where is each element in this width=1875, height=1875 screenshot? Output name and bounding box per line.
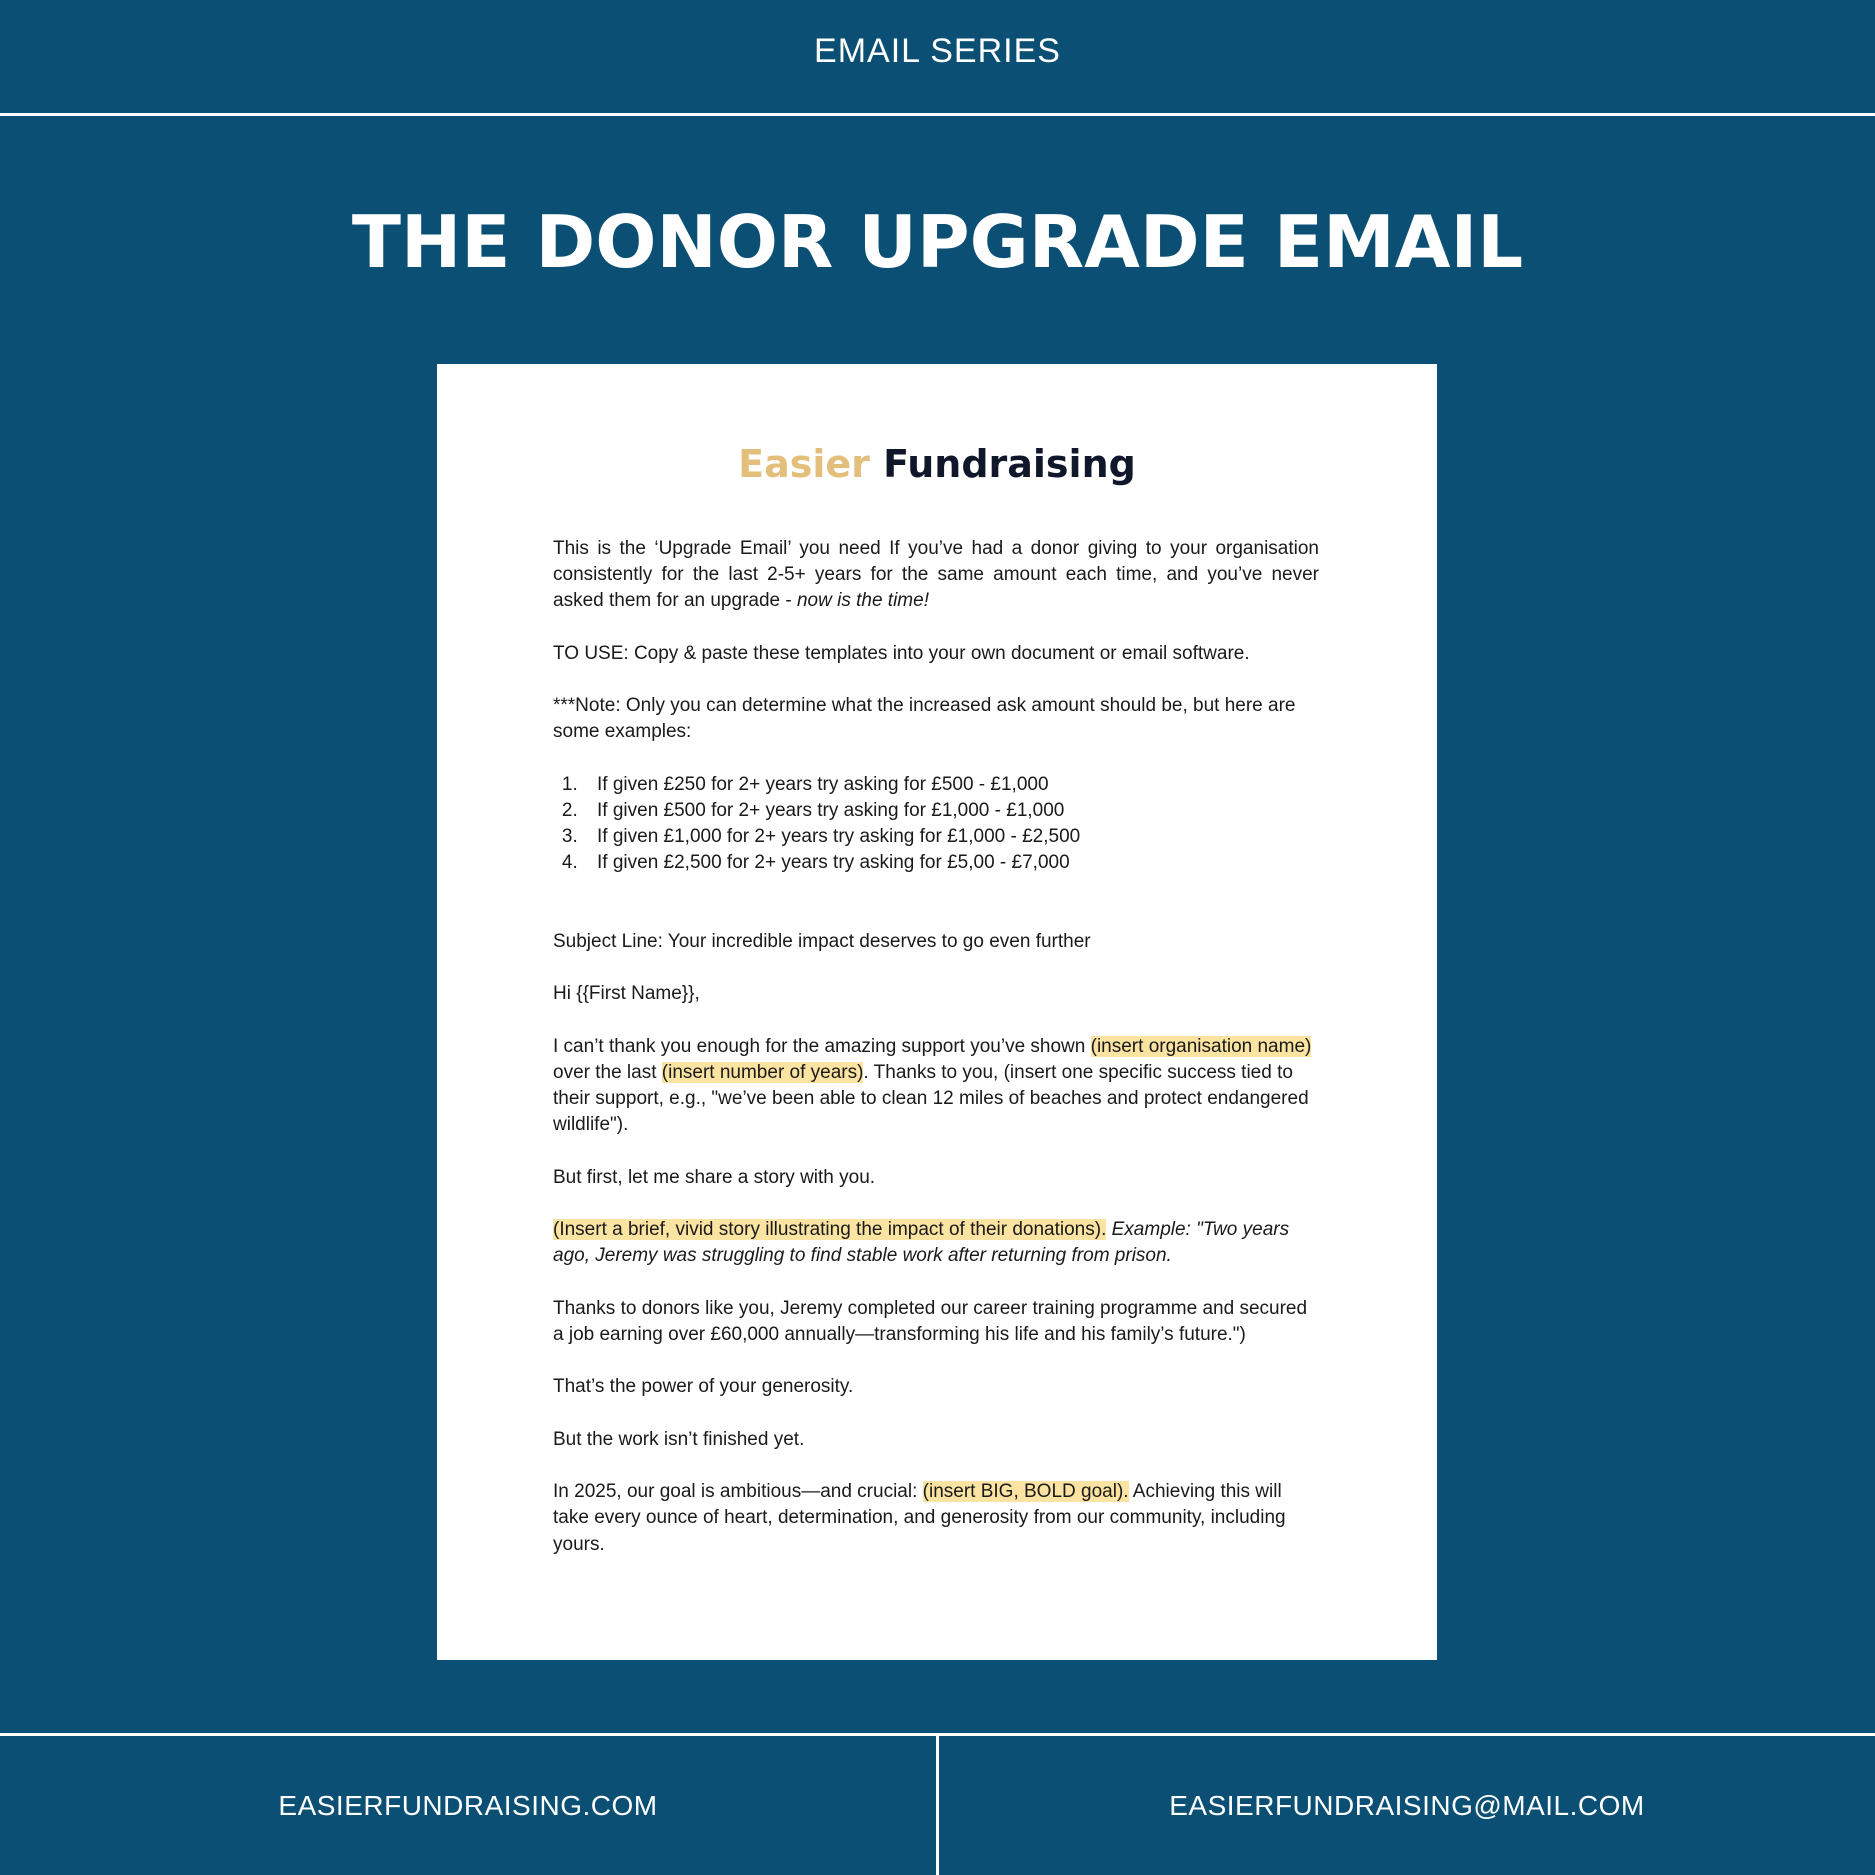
to-use-paragraph: TO USE: Copy & paste these templates into your own document or email software. — [553, 642, 1250, 664]
story-paragraph — [553, 1217, 1319, 1269]
brand-word-fundraising: Fundraising — [883, 442, 1136, 486]
list-item: 3. If given £1,000 for 2+ years try asking for £1,000 - £2,500 — [583, 824, 1319, 850]
goal-paragraph — [553, 1479, 1319, 1558]
placeholder-organisation-name: (insert organisation name) — [1090, 1035, 1312, 1057]
power-paragraph: That’s the power of your generosity. — [553, 1376, 854, 1398]
footer-email[interactable]: EASIERFUNDRAISING@MAIL.COM — [1169, 1789, 1645, 1821]
goal-text-1: In 2025, our goal is ambitious—and crucial: — [553, 1481, 923, 1503]
note-paragraph: ***Note: Only you can determine what the increased ask amount should be, but here are some examples: — [553, 695, 1296, 743]
intro-text: This is the ‘Upgrade Email’ you need If you’ve had a donor giving to your organisation consistently for the last 2-5+ years for the same amount each time, and you’ve never asked them for an upgrade - — [553, 538, 1319, 612]
thanks-text-1: I can’t thank you enough for the amazing support you’ve shown — [553, 1035, 1091, 1057]
placeholder-goal: (insert BIG, BOLD goal). — [922, 1481, 1129, 1503]
spacer — [553, 903, 1319, 929]
document-preview — [437, 364, 1437, 1660]
intro-paragraph — [553, 536, 1319, 615]
subject-line: Subject Line: Your incredible impact deserves to go even further — [553, 930, 1091, 952]
story-intro: But first, let me share a story with you. — [553, 1166, 876, 1188]
placeholder-story: (Insert a brief, vivid story illustrating the impact of their donations). — [553, 1219, 1107, 1241]
story-example: Example: "Two years ago, Jeremy was struggling to find stable work after returning from prison. — [553, 1219, 1290, 1267]
document-body — [553, 536, 1319, 1584]
thanks-paragraph — [553, 1034, 1319, 1139]
greeting: Hi {{First Name}}, — [553, 983, 700, 1005]
page-title: THE DONOR UPGRADE EMAIL — [351, 200, 1524, 284]
list-item: 1. If given £250 for 2+ years try asking for £500 - £1,000 — [583, 772, 1319, 798]
thanks-text-2: over the last — [553, 1061, 662, 1083]
thanks-text-3: . Thanks to you, (insert one specific success tied to their support, e.g., "we’ve been able to clean 12 miles of beaches and protect endangered wildlife"). — [553, 1061, 1309, 1136]
examples-list — [553, 772, 1319, 877]
brand-logo — [437, 442, 1437, 486]
goal-text-2: Achieving this will take every ounce of heart, determination, and generosity from our community, including yours. — [553, 1481, 1286, 1555]
brand-word-easier: Easier — [738, 442, 870, 486]
placeholder-number-of-years: (insert number of years) — [661, 1061, 864, 1083]
footer-bar — [0, 1733, 1875, 1875]
list-item: 2. If given £500 for 2+ years try asking for £1,000 - £1,000 — [583, 798, 1319, 824]
intro-emphasis: now is the time! — [796, 590, 929, 612]
donors-paragraph: Thanks to donors like you, Jeremy completed our career training programme and secured a job earning over £60,000 annually—transforming his life and his family’s future.") — [553, 1297, 1308, 1345]
not-finished-paragraph: But the work isn’t finished yet. — [553, 1428, 805, 1450]
header-bar — [0, 0, 1875, 116]
series-label: EMAIL SERIES — [814, 32, 1061, 70]
footer-website[interactable]: EASIERFUNDRAISING.COM — [278, 1789, 658, 1821]
list-item: 4. If given £2,500 for 2+ years try asking for £5,00 - £7,000 — [583, 850, 1319, 876]
